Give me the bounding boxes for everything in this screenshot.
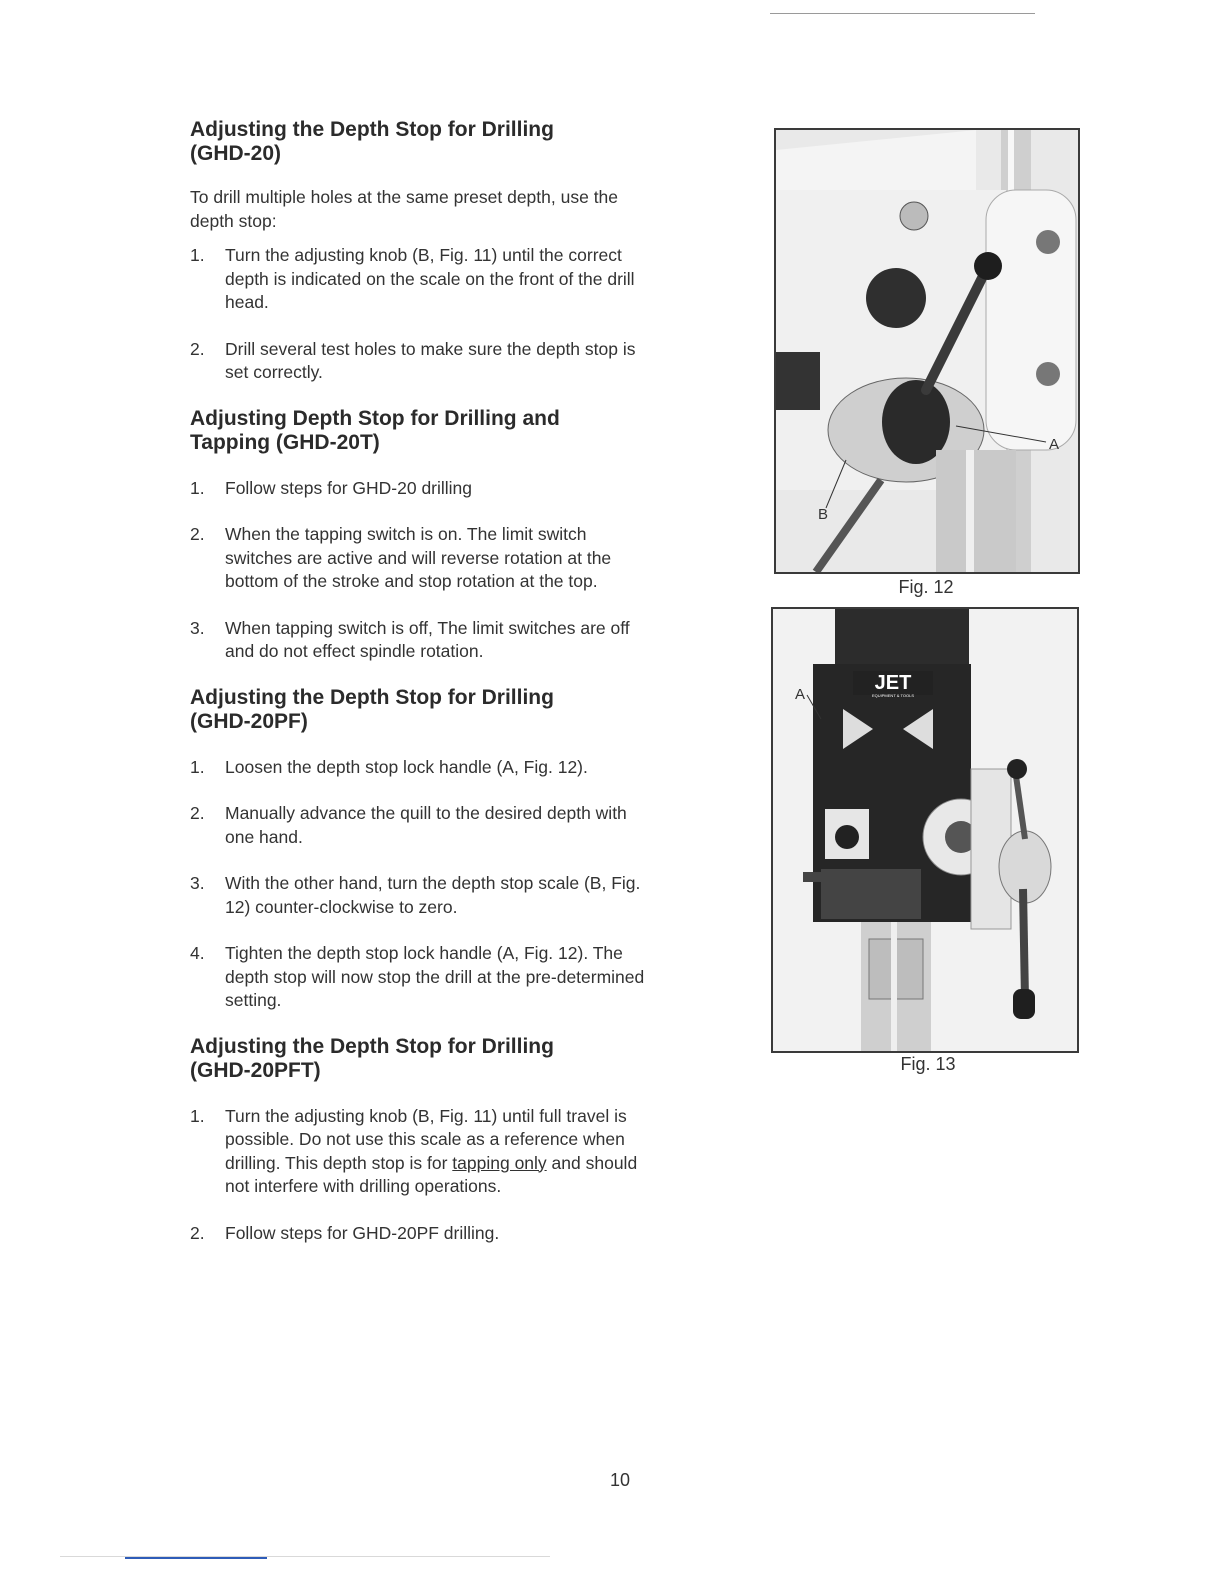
top-rule — [770, 13, 1035, 14]
callout-b-fig12: B — [818, 506, 829, 523]
callout-a-fig12: A — [1049, 436, 1060, 453]
steps-list-ghd20t — [190, 477, 650, 664]
item-text: When tapping switch is off, The limit switches are off and do not effect spindle rotation. — [225, 617, 630, 661]
item-number: 4. — [190, 943, 205, 963]
item-text: Manually advance the quill to the desired depth with one hand. — [225, 803, 627, 847]
item-text: Turn the adjusting knob (B, Fig. 11) until the correct depth is indicated on the scale on the front of the drill head. — [225, 245, 635, 312]
item-text: Follow steps for GHD-20 drilling — [225, 477, 473, 498]
heading-line: (GHD-20PF) — [190, 709, 308, 733]
item-text: and should not interfere with drilling operations. — [225, 1152, 638, 1196]
item-number: 3. — [190, 617, 205, 638]
steps-list-ghd20 — [190, 244, 650, 385]
item-text: Tighten the depth stop lock handle (A, Fig. 12). The depth stop will now stop the drill at the pre-determined setting. — [225, 943, 645, 1010]
section-heading-ghd20 — [190, 118, 650, 166]
heading-line: Adjusting the Depth Stop for Drilling — [190, 685, 554, 709]
drill-panel-illustration — [773, 609, 1077, 1051]
figure-12-caption: Fig. 12 — [898, 577, 954, 597]
item-number: 2. — [190, 338, 205, 359]
bottom-link-rule — [125, 1557, 267, 1559]
item-text: Loosen the depth stop lock handle (A, Fig. 12). — [225, 756, 588, 777]
item-text: Follow steps for GHD-20PF drilling. — [225, 1222, 500, 1243]
list-item — [190, 338, 650, 385]
list-item — [190, 872, 650, 919]
item-text: With the other hand, turn the depth stop scale (B, Fig. 12) counter-clockwise to zero. — [225, 873, 641, 917]
page-number: 10 — [609, 1470, 631, 1490]
intro-paragraph: To drill multiple holes at the same preset depth, use the depth stop: — [190, 187, 619, 231]
steps-list-ghd20pf — [190, 756, 650, 1013]
section-heading-ghd20pf — [190, 686, 650, 734]
list-item — [190, 477, 650, 501]
list-item — [190, 1105, 650, 1199]
list-item — [190, 802, 650, 849]
item-number: 1. — [190, 477, 205, 498]
text-column — [190, 118, 650, 1245]
figure-13-photo — [771, 607, 1079, 1053]
item-number: 2. — [190, 803, 205, 823]
item-number: 3. — [190, 873, 205, 893]
heading-line: Adjusting Depth Stop for Drilling and — [190, 406, 560, 430]
item-number: 1. — [190, 245, 205, 265]
heading-line: Adjusting the Depth Stop for Drilling — [190, 118, 554, 141]
list-item — [190, 617, 650, 664]
figure-13-caption: Fig. 13 — [900, 1054, 956, 1074]
item-number: 2. — [190, 1222, 205, 1243]
list-item — [190, 244, 650, 315]
heading-line: (GHD-20) — [190, 142, 282, 165]
item-text: When the tapping switch is on. The limit switch switches are active and will reverse rotation at the bottom of the stroke and stop rotation at the top. — [225, 524, 612, 591]
jet-logo-subtitle: EQUIPMENT & TOOLS — [871, 693, 915, 698]
list-item — [190, 756, 650, 780]
list-item — [190, 942, 650, 1013]
list-item — [190, 523, 650, 594]
item-number: 1. — [190, 1105, 205, 1126]
item-number: 2. — [190, 524, 205, 544]
jet-logo: JET — [874, 672, 912, 694]
heading-line: (GHD-20PFT) — [190, 1058, 321, 1082]
item-number: 1. — [190, 756, 205, 777]
steps-list-ghd20pft — [190, 1105, 650, 1246]
heading-line: Adjusting the Depth Stop for Drilling — [190, 1034, 554, 1058]
item-text-underlined: tapping only — [452, 1152, 547, 1173]
list-item — [190, 1222, 650, 1246]
callout-a-fig13: A — [795, 686, 806, 703]
section-heading-ghd20t — [190, 407, 650, 455]
section-heading-ghd20pft — [190, 1035, 650, 1083]
heading-line: Tapping (GHD-20T) — [190, 430, 380, 454]
item-text: Turn the adjusting knob (B, Fig. 11) until full travel is possible. Do not use this scale as a reference when drilling. This depth stop is for — [225, 1105, 627, 1173]
item-text: Drill several test holes to make sure the depth stop is set correctly. — [225, 338, 636, 382]
